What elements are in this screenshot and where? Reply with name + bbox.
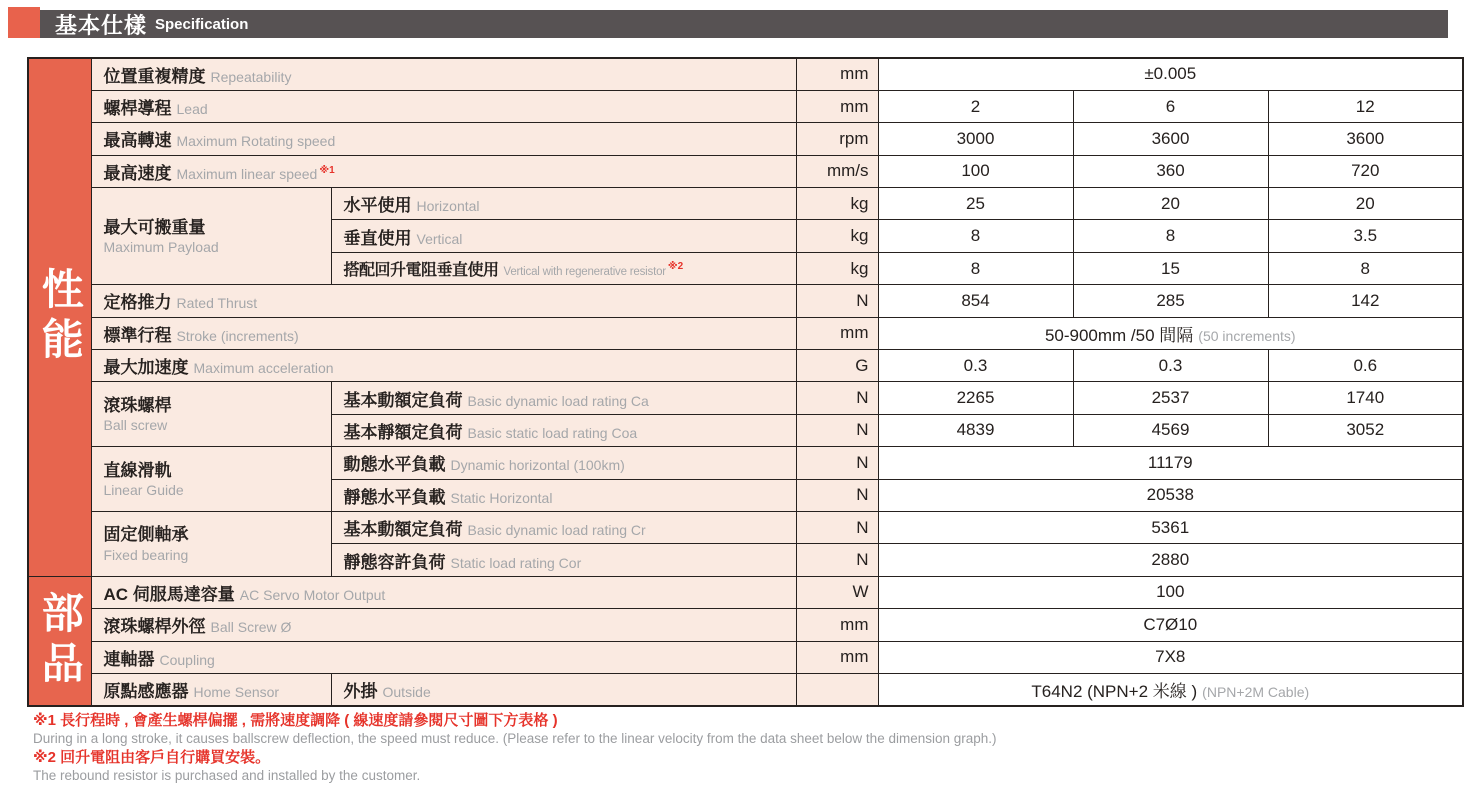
row-label-stroke: 標準行程 Stroke (increments) [91, 317, 796, 349]
row-label-coupling: 連軸器 Coupling [91, 641, 796, 673]
table-row [28, 447, 1463, 479]
unit-cell: G [796, 350, 878, 382]
table-row [28, 350, 1463, 382]
row-label-static-load-coa: 基本靜額定負荷 Basic static load rating Coa [331, 414, 796, 446]
unit-cell: N [796, 382, 878, 414]
value-cell: 0.6 [1268, 350, 1463, 382]
table-row [28, 317, 1463, 349]
value-cell: 4839 [878, 414, 1073, 446]
row-label-repeatability: 位置重複精度 Repeatability [91, 58, 796, 90]
footnote-ref-1: ※1 [319, 164, 335, 176]
value-cell: 720 [1268, 155, 1463, 187]
footnotes [33, 711, 1433, 785]
unit-cell: N [796, 447, 878, 479]
section-header-bar [40, 10, 1448, 38]
value-cell: 8 [878, 252, 1073, 284]
value-cell: T64N2 (NPN+2 米線 ) (NPN+2M Cable) [878, 673, 1463, 705]
row-label-dynamic-load-ca: 基本動額定負荷 Basic dynamic load rating Ca [331, 382, 796, 414]
value-cell: 3052 [1268, 414, 1463, 446]
accent-square [8, 7, 40, 38]
unit-cell: kg [796, 252, 878, 284]
table-row [28, 188, 1463, 220]
row-label-outside: 外掛 Outside [331, 673, 796, 705]
row-label-max-rotating-speed: 最高轉速 Maximum Rotating speed [91, 123, 796, 155]
value-cell: 12 [1268, 90, 1463, 122]
value-cell: 8 [878, 220, 1073, 252]
footnote-ref-2: ※2 [667, 260, 684, 272]
unit-cell: mm/s [796, 155, 878, 187]
table-row [28, 511, 1463, 543]
value-cell: 7X8 [878, 641, 1463, 673]
table-row [28, 155, 1463, 187]
value-cell: 15 [1073, 252, 1268, 284]
value-cell: 5361 [878, 511, 1463, 543]
value-cell: 3600 [1073, 123, 1268, 155]
value-cell: 854 [878, 285, 1073, 317]
value-cell: 6 [1073, 90, 1268, 122]
row-label-max-acceleration: 最大加速度 Maximum acceleration [91, 350, 796, 382]
unit-cell: rpm [796, 123, 878, 155]
section-parts-label: 部品 [36, 590, 84, 691]
unit-cell: mm [796, 58, 878, 90]
unit-cell: W [796, 576, 878, 608]
value-cell: 20538 [878, 479, 1463, 511]
value-cell: 0.3 [1073, 350, 1268, 382]
group-label-ball-screw: 滾珠螺桿 Ball screw [91, 382, 331, 447]
footnote-2-cjk: ※2 回升電阻由客戶自行購買安裝。 [33, 749, 271, 766]
value-cell: 142 [1268, 285, 1463, 317]
value-cell: 100 [878, 576, 1463, 608]
table-row [28, 382, 1463, 414]
value-cell: 25 [878, 188, 1073, 220]
value-cell: 20 [1268, 188, 1463, 220]
page-title-cjk: 基本仕樣 [55, 12, 148, 38]
row-label-home-sensor: 原點感應器 Home Sensor [91, 673, 331, 705]
group-label-maximum-payload: 最大可搬重量 Maximum Payload [91, 188, 331, 285]
footnote-1-en: During in a long stroke, it causes ballscrew deflection, the speed must reduce. (Please refer to the linear velocity from the data sheet below the dimension graph.) [33, 731, 997, 746]
table-row [28, 673, 1463, 705]
unit-cell: mm [796, 641, 878, 673]
table-row [28, 641, 1463, 673]
value-cell: 3600 [1268, 123, 1463, 155]
value-cell: 3.5 [1268, 220, 1463, 252]
table-row [28, 609, 1463, 641]
value-cell: 11179 [878, 447, 1463, 479]
value-cell: 50-900mm /50 間隔 (50 increments) [878, 317, 1463, 349]
value-cell: 8 [1073, 220, 1268, 252]
specification-table [27, 57, 1464, 707]
row-label-max-linear-speed: 最高速度 Maximum linear speed $^{※1}$ [91, 155, 796, 187]
value-cell: 1740 [1268, 382, 1463, 414]
row-label-rated-thrust: 定格推力 Rated Thrust [91, 285, 796, 317]
value-cell: C7Ø10 [878, 609, 1463, 641]
value-cell: 3000 [878, 123, 1073, 155]
value-cell: 0.3 [878, 350, 1073, 382]
value-cell: 8 [1268, 252, 1463, 284]
value-cell: 100 [878, 155, 1073, 187]
value-cell: 285 [1073, 285, 1268, 317]
unit-cell: kg [796, 188, 878, 220]
row-label-vertical-regenerative: 搭配回升電阻垂直使用 Vertical with regenerative resistor $^{※2}$ [331, 252, 796, 284]
unit-cell: N [796, 414, 878, 446]
section-performance-label: 性能 [36, 267, 84, 368]
row-label-lead: 螺桿導程 Lead [91, 90, 796, 122]
value-cell: 360 [1073, 155, 1268, 187]
unit-cell: N [796, 479, 878, 511]
row-label-horizontal: 水平使用 Horizontal [331, 188, 796, 220]
footnote-2-en: The rebound resistor is purchased and installed by the customer. [33, 768, 421, 783]
row-label-dynamic-horizontal: 動態水平負載 Dynamic horizontal (100km) [331, 447, 796, 479]
row-label-ball-screw-diameter: 滾珠螺桿外徑 Ball Screw Ø [91, 609, 796, 641]
value-cell: 2880 [878, 544, 1463, 576]
value-cell: ±0.005 [878, 58, 1463, 90]
page-title-en: Specification [155, 15, 249, 33]
unit-cell: mm [796, 317, 878, 349]
row-label-vertical: 垂直使用 Vertical [331, 220, 796, 252]
unit-cell: N [796, 544, 878, 576]
row-label-dynamic-load-cr: 基本動額定負荷 Basic dynamic load rating Cr [331, 511, 796, 543]
unit-cell: N [796, 511, 878, 543]
value-cell: 4569 [1073, 414, 1268, 446]
unit-cell: kg [796, 220, 878, 252]
row-label-static-load-cor: 靜態容許負荷 Static load rating Cor [331, 544, 796, 576]
value-cell: 2265 [878, 382, 1073, 414]
value-cell: 2 [878, 90, 1073, 122]
section-parts [28, 576, 91, 706]
unit-cell: N [796, 285, 878, 317]
unit-cell [796, 673, 878, 705]
row-label-static-horizontal: 靜態水平負載 Static Horizontal [331, 479, 796, 511]
footnote-1-cjk: ※1 長行程時 , 會產生螺桿偏擺 , 需將速度調降 ( 線速度請參閱尺寸圖下方表格 ) [33, 712, 558, 729]
unit-cell: mm [796, 90, 878, 122]
value-cell: 2537 [1073, 382, 1268, 414]
table-row [28, 576, 1463, 608]
group-label-fixed-bearing: 固定側軸承 Fixed bearing [91, 511, 331, 576]
table-row [28, 285, 1463, 317]
table-row [28, 123, 1463, 155]
table-row [28, 90, 1463, 122]
value-cell: 20 [1073, 188, 1268, 220]
group-label-linear-guide: 直線滑軌 Linear Guide [91, 447, 331, 512]
section-performance [28, 58, 91, 576]
row-label-servo-motor-output: AC 伺服馬達容量 AC Servo Motor Output [91, 576, 796, 608]
unit-cell: mm [796, 609, 878, 641]
table-row [28, 58, 1463, 90]
